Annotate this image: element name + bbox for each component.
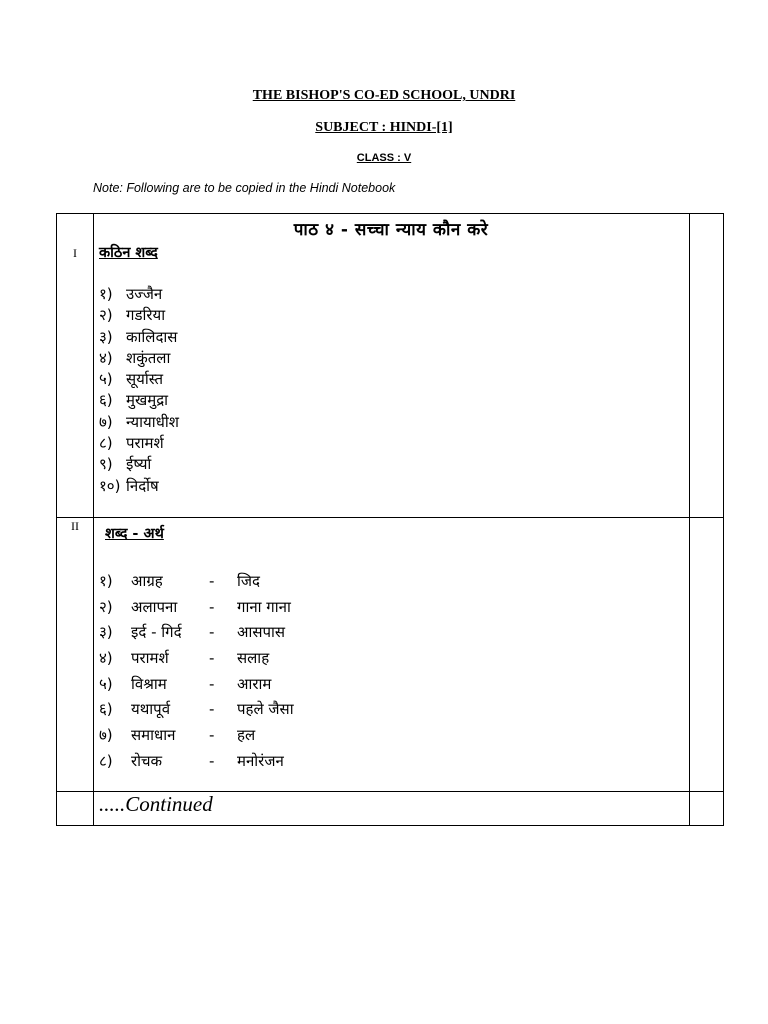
word-meaning-table	[99, 568, 294, 774]
section-heading-word-meaning: शब्द - अर्थ	[105, 526, 164, 542]
class-label: CLASS : V	[356, 152, 412, 164]
item-number: ५)	[99, 370, 113, 389]
subject-title: SUBJECT : HINDI-[1]	[315, 120, 453, 135]
table-row	[99, 645, 294, 671]
separator-dash: -	[209, 597, 215, 616]
word-meaning: जिद	[237, 571, 260, 590]
word: यथापूर्व	[131, 700, 171, 719]
difficult-word: गडरिया	[126, 306, 166, 325]
separator-dash: -	[209, 674, 215, 693]
section-number-2: II	[71, 519, 79, 533]
copy-note: Note: Following are to be copied in the Hindi Notebook	[93, 181, 396, 195]
table-row	[99, 594, 294, 620]
list-item	[99, 305, 179, 326]
item-number: ६)	[99, 391, 113, 410]
table-row	[99, 722, 294, 748]
continued-label: .....Continued	[99, 792, 213, 816]
difficult-word: उज्जैन	[126, 285, 163, 303]
list-item	[99, 476, 179, 497]
difficult-word: मुखमुद्रा	[126, 391, 169, 410]
list-item	[99, 284, 179, 305]
table-row	[99, 696, 294, 722]
difficult-word: न्यायाधीश	[126, 412, 179, 431]
word-meaning: आसपास	[237, 623, 286, 642]
difficult-word: कालिदास	[126, 327, 178, 346]
lesson-title: पाठ ४ - सच्चा न्याय कौन करे	[293, 220, 489, 240]
word: आग्रह	[131, 571, 163, 590]
item-number: १)	[99, 571, 113, 590]
table-row	[99, 671, 294, 697]
word-meaning: हल	[237, 725, 256, 744]
item-number: २)	[99, 597, 113, 616]
word: अलापना	[131, 597, 178, 616]
item-number: ८)	[99, 434, 113, 453]
list-item	[99, 369, 179, 390]
item-number: ९)	[99, 455, 113, 474]
word-meaning: सलाह	[237, 648, 270, 667]
word-meaning: पहले जैसा	[237, 700, 294, 719]
word-meaning: गाना गाना	[237, 597, 291, 616]
item-number: ४)	[99, 348, 113, 367]
difficult-word: ईर्ष्या	[126, 455, 152, 474]
item-number: ७)	[99, 412, 113, 431]
difficult-word: सूर्यास्त	[126, 370, 164, 389]
item-number: ८)	[99, 751, 113, 770]
item-number: ३)	[99, 623, 113, 642]
item-number: ३)	[99, 327, 113, 346]
list-item	[99, 348, 179, 369]
section-heading-difficult-words: कठिन शब्द	[99, 245, 158, 261]
word: विश्राम	[131, 674, 167, 693]
difficult-word: परामर्श	[126, 434, 164, 453]
separator-dash: -	[209, 700, 215, 719]
item-number: ५)	[99, 674, 113, 693]
list-item	[99, 454, 179, 475]
word-meaning: आराम	[237, 674, 272, 693]
table-row	[99, 568, 294, 594]
word: इर्द - गिर्द	[131, 623, 182, 642]
word: परामर्श	[131, 648, 169, 667]
separator-dash: -	[209, 725, 215, 744]
item-number: २)	[99, 306, 113, 325]
list-item	[99, 390, 179, 411]
item-number: १)	[99, 285, 113, 303]
difficult-words-list	[99, 284, 179, 497]
separator-dash: -	[209, 751, 215, 770]
item-number: ४)	[99, 648, 113, 667]
separator-dash: -	[209, 571, 215, 590]
item-number: ६)	[99, 700, 113, 719]
list-item	[99, 433, 179, 454]
school-name: THE BISHOP'S CO-ED SCHOOL, UNDRI	[252, 88, 516, 103]
worksheet-table	[56, 213, 724, 826]
separator-dash: -	[209, 648, 215, 667]
word-meaning: मनोरंजन	[237, 751, 284, 770]
list-item	[99, 412, 179, 433]
column-divider-right	[689, 214, 690, 825]
difficult-word: शकुंतला	[126, 348, 171, 367]
difficult-word: निर्दोष	[126, 476, 159, 495]
table-row	[99, 619, 294, 645]
table-row	[99, 748, 294, 774]
word: रोचक	[131, 751, 163, 770]
item-number: ७)	[99, 725, 113, 744]
list-item	[99, 327, 179, 348]
separator-dash: -	[209, 623, 215, 642]
row-divider-1	[57, 517, 723, 518]
item-number: १०)	[99, 476, 121, 495]
word: समाधान	[131, 725, 176, 744]
section-number-1: I	[73, 246, 77, 260]
column-divider-left	[93, 214, 94, 825]
